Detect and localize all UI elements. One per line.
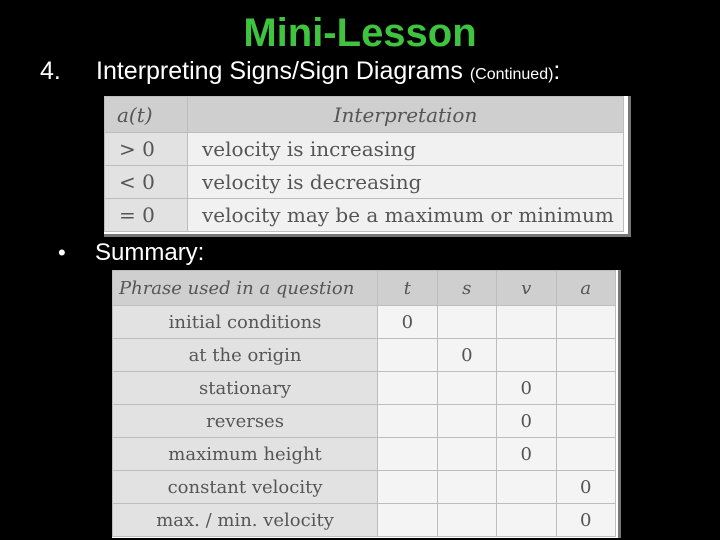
table-row [113,306,616,339]
table-row [113,504,616,537]
header-interpretation: Interpretation [188,97,624,133]
table-row [105,166,624,199]
summary-table [112,270,616,537]
phrase-cell: stationary [113,372,378,405]
table-row [113,405,616,438]
a-cell: 0 [556,471,616,504]
header-a-of-t: a(t) [105,97,188,133]
a-cell [556,372,616,405]
heading-number: 4. [40,57,61,85]
header-s: s [437,271,496,306]
a-cell [556,405,616,438]
s-cell [437,372,496,405]
phrase-cell: reverses [113,405,378,438]
a-cell [556,339,616,372]
heading-colon: : [553,57,561,85]
bullet-point: • [58,240,66,265]
t-cell: 0 [378,306,437,339]
v-cell [497,339,556,372]
t-cell [378,504,437,537]
header-v: v [497,271,556,306]
s-cell: 0 [437,339,496,372]
table-row [105,199,624,232]
s-cell [437,438,496,471]
v-cell: 0 [497,438,556,471]
heading-continued: (Continued) [469,66,554,83]
v-cell: 0 [497,405,556,438]
acceleration-interpretation-table-box [104,96,631,237]
a-cell [556,306,616,339]
header-phrase: Phrase used in a question [113,271,378,306]
table-header-row [105,97,624,133]
table-row [113,438,616,471]
interpretation-cell: velocity is increasing [188,133,624,166]
v-cell [497,306,556,339]
heading-text: Interpreting Signs/Sign Diagrams [96,57,463,85]
header-t: t [378,271,437,306]
t-cell [378,405,437,438]
table-row [105,133,624,166]
v-cell: 0 [497,372,556,405]
phrase-cell: maximum height [113,438,378,471]
table-row [113,339,616,372]
sign-cell: = 0 [105,199,188,232]
table-header-row [113,271,616,306]
v-cell [497,504,556,537]
s-cell [437,306,496,339]
t-cell [378,471,437,504]
interpretation-cell: velocity is decreasing [188,166,624,199]
sign-cell: < 0 [105,166,188,199]
t-cell [378,339,437,372]
acceleration-interpretation-table [104,96,624,232]
phrase-cell: max. / min. velocity [113,504,378,537]
s-cell [437,405,496,438]
s-cell [437,504,496,537]
phrase-cell: at the origin [113,339,378,372]
t-cell [378,372,437,405]
table-row [113,471,616,504]
phrase-cell: constant velocity [113,471,378,504]
summary-table-box [112,270,621,538]
t-cell [378,438,437,471]
a-cell: 0 [556,504,616,537]
s-cell [437,471,496,504]
table-row [113,372,616,405]
header-a: a [556,271,616,306]
lesson-heading [40,56,560,90]
page-title: Mini-Lesson [243,11,477,55]
interpretation-cell: velocity may be a maximum or minimum [188,199,624,232]
phrase-cell: initial conditions [113,306,378,339]
sign-cell: > 0 [105,133,188,166]
summary-label: Summary: [95,239,205,266]
a-cell [556,438,616,471]
v-cell [497,471,556,504]
